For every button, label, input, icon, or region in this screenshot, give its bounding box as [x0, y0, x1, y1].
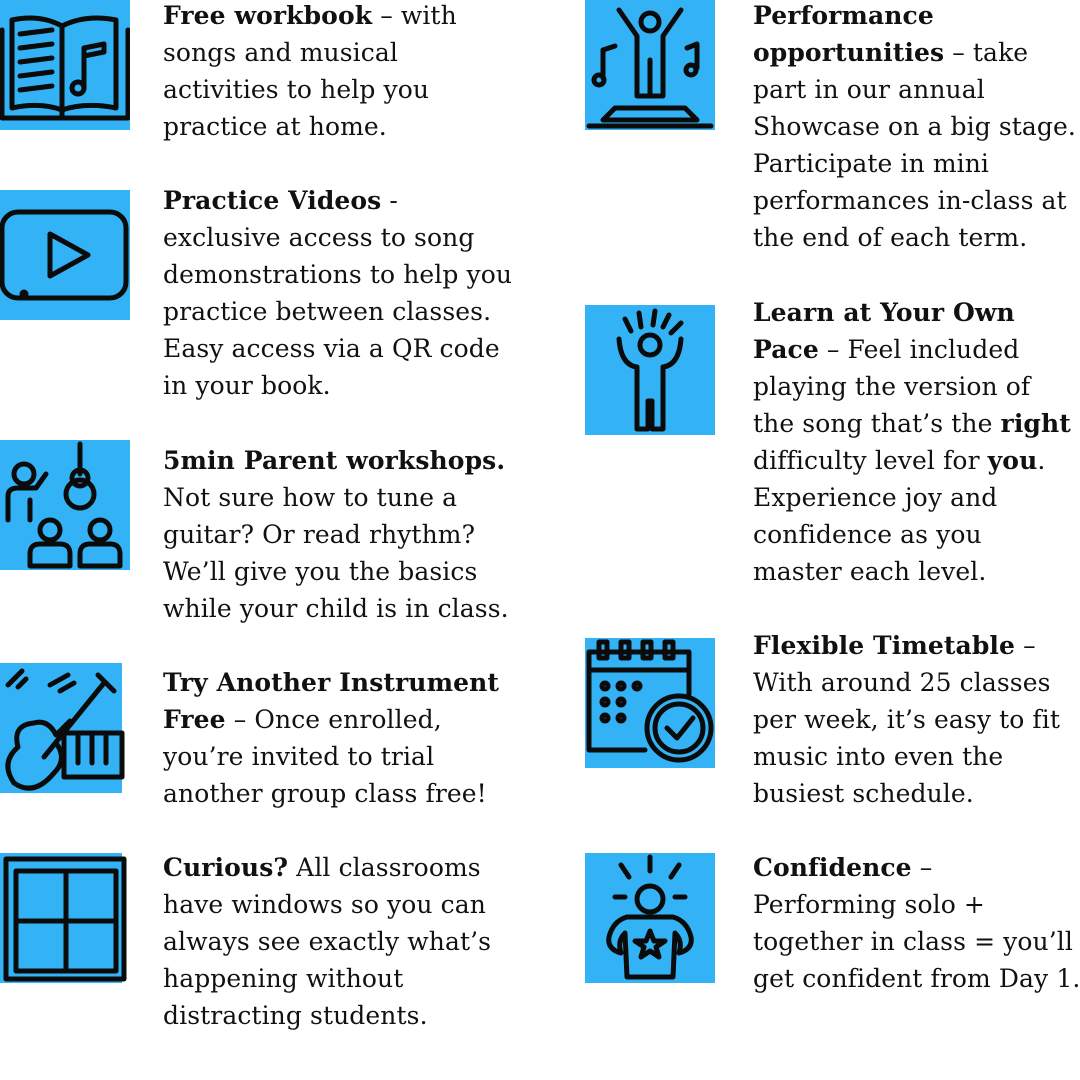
window-icon [0, 853, 122, 983]
feature-title-2: Pace [753, 335, 819, 364]
feature-title: Practice Videos [163, 186, 382, 215]
feature-title-2: Free [163, 705, 226, 734]
feature-title-2: opportunities [753, 38, 945, 67]
video-play-icon [0, 190, 130, 320]
book-music-icon [0, 0, 130, 130]
feature-text: Try Another Instrument Free – Once enrolled, you’re invited to trial another group class free! [163, 668, 500, 808]
feature-text: Performance opportunities – take part in our annual Showcase on a big stage. Participate in mini performances in-class at the end of each term. [753, 1, 1076, 252]
feature-title: 5min Parent workshops. [163, 446, 506, 475]
teacher-guitar-audience-icon [0, 440, 130, 570]
instruments-icon [0, 663, 122, 793]
feature-title: Confidence [753, 853, 912, 882]
feature-title: Flexible Timetable [753, 631, 1016, 660]
feature-title: Performance [753, 1, 934, 30]
feature-text: Flexible Timetable – With around 25 classes per week, it’s easy to fit music into even the busiest schedule. [753, 631, 1061, 808]
confident-person-star-icon [585, 853, 715, 983]
cheering-person-icon [585, 305, 715, 435]
calendar-clock-icon [585, 638, 715, 768]
feature-text: Practice Videos - exclusive access to song demonstrations to help you practice between classes. Easy access via a QR code in your book. [163, 186, 513, 400]
feature-title: Try Another Instrument [163, 668, 500, 697]
feature-text: Free workbook – with songs and musical activities to help you practice at home. [163, 1, 457, 141]
feature-text: Confidence – Performing solo + together in class = you’ll get confident from Day 1. [753, 853, 1080, 993]
feature-text: Learn at Your Own Pace – Feel included playing the version of the song that’s the right difficulty level for you. Experience joy and confidence as you master each level. [753, 298, 1071, 586]
performer-stage-icon [585, 0, 715, 130]
feature-text: Curious? All classrooms have windows so you can always see exactly what’s happening without distracting students. [163, 853, 492, 1030]
feature-title: Learn at Your Own [753, 298, 1015, 327]
feature-title: Curious? [163, 853, 289, 882]
feature-text: 5min Parent workshops. Not sure how to tune a guitar? Or read rhythm? We’ll give you the basics while your child is in class. [163, 446, 509, 623]
feature-title: Free workbook [163, 1, 373, 30]
